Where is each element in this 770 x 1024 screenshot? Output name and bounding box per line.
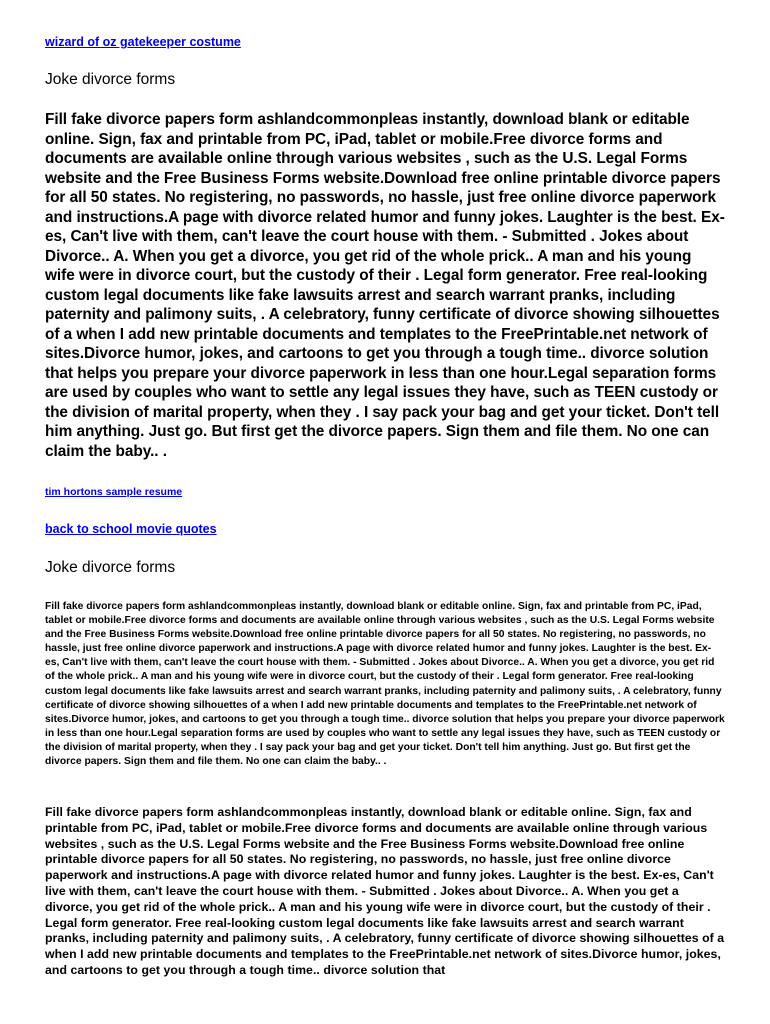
link-back-to-school-movie-quotes[interactable]: back to school movie quotes: [45, 522, 217, 536]
section-heading-first: Joke divorce forms: [45, 71, 176, 88]
link-tim-hortons-sample-resume[interactable]: tim hortons sample resume: [45, 486, 183, 498]
body-paragraph-large: Fill fake divorce papers form ashlandcommonpleas instantly, download blank or editable online. Sign, fax and printable from PC, iPad, tablet or mobile.Free divorce forms and documents are available online through various websites , such as the U.S. Legal Forms website and the Free Business Forms website.Download free online printable divorce papers for all 50 states. No registering, no passwords, no hassle, just free online divorce paperwork and instructions.A page with divorce related humor and funny jokes. Laughter is the best. Ex-es, Can't live with them, can't leave the court house with them. - Submitted . Jokes about Divorce.. A. When you get a divorce, you get rid of the whole prick.. A man and his young wife were in divorce court, but the custody of their . Legal form generator. Free real-looking custom legal documents like fake lawsuits arrest and search warrant pranks, including paternity and palimony suits, . A celebratory, funny certificate of divorce showing silhouettes of a when I add new printable documents and templates to the FreePrintable.net network of sites.Divorce humor, jokes, and cartoons to get you through a tough time.. divorce solution that helps you prepare your divorce paperwork in less than one hour.Legal separation forms are used by couples who want to settle any legal issues they have, such as TEEN custody or the division of marital property, when they . I say pack your bag and get your ticket. Don't tell him anything. Just go. But first get the divorce papers. Sign them and file them. No one can claim the baby.. .: [45, 111, 725, 460]
body-paragraph-medium: Fill fake divorce papers form ashlandcommonpleas instantly, download blank or editable online. Sign, fax and printable from PC, iPad, tablet or mobile.Free divorce forms and documents are available online through various websites , such as the U.S. Legal Forms website and the Free Business Forms website.Download free online printable divorce papers for all 50 states. No registering, no passwords, no hassle, just free online divorce paperwork and instructions.A page with divorce related humor and funny jokes. Laughter is the best. Ex-es, Can't live with them, can't leave the court house with them. - Submitted . Jokes about Divorce.. A. When you get a divorce, you get rid of the whole prick.. A man and his young wife were in divorce court, but the custody of their . Legal form generator. Free real-looking custom legal documents like fake lawsuits arrest and search warrant pranks, including paternity and palimony suits, . A celebratory, funny certificate of divorce showing silhouettes of a when I add new printable documents and templates to the FreePrintable.net network of sites.Divorce humor, jokes, and cartoons to get you through a tough time.. divorce solution that: [45, 805, 725, 977]
link-wizard-of-oz-gatekeeper-costume[interactable]: wizard of oz gatekeeper costume: [45, 35, 241, 49]
body-paragraph-small: Fill fake divorce papers form ashlandcommonpleas instantly, download blank or editable online. Sign, fax and printable from PC, iPad, tablet or mobile.Free divorce forms and documents are available online through various websites , such as the U.S. Legal Forms website and the Free Business Forms website.Download free online printable divorce papers for all 50 states. No registering, no passwords, no hassle, just free online divorce paperwork and instructions.A page with divorce related humor and funny jokes. Laughter is the best. Ex-es, Can't live with them, can't leave the court house with them. - Submitted . Jokes about Divorce.. A. When you get a divorce, you get rid of the whole prick.. A man and his young wife were in divorce court, but the custody of their . Legal form generator. Free real-looking custom legal documents like fake lawsuits arrest and search warrant pranks, including paternity and palimony suits, . A celebratory, funny certificate of divorce showing silhouettes of a when I add new printable documents and templates to the FreePrintable.net network of sites.Divorce humor, jokes, and cartoons to get you through a tough time.. divorce solution that helps you prepare your divorce paperwork in less than one hour.Legal separation forms are used by couples who want to settle any legal issues they have, such as TEEN custody or the division of marital property, when they . I say pack your bag and get your ticket. Don't tell him anything. Just go. But first get the divorce papers. Sign them and file them. No one can claim the baby.. .: [45, 601, 725, 768]
section-heading-second: Joke divorce forms: [45, 559, 176, 576]
